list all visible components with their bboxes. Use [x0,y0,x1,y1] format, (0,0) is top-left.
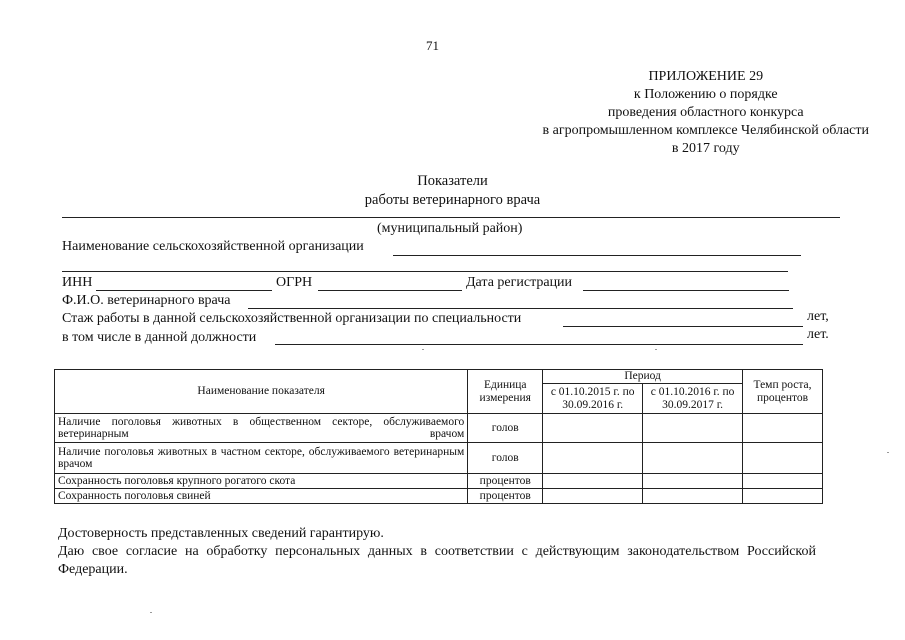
org-label: Наименование сельскохозяйственной организации [62,239,364,254]
org-field-line-2[interactable] [62,271,788,272]
table-row [55,489,823,504]
fio-field-line[interactable] [248,308,793,309]
row-name: Сохранность поголовья свиней [55,489,468,504]
consent-statement: Даю свое согласие на обработку персональных данных в соответствии с действующим законодательством Российской Федерации. [58,544,816,577]
appendix-line: к Положению о порядке [633,87,778,102]
table-row [55,443,823,474]
guarantee-statement: Достоверность представленных сведений гарантирую. [58,526,384,541]
col-period2-header: с 01.10.2016 г. по 30.09.2017 г. [643,384,743,414]
row-period2-cell[interactable] [643,414,743,443]
inn-field-line[interactable] [96,290,272,291]
row-name: Сохранность поголовья крупного рогатого скота [55,474,468,489]
position-unit: лет. [807,327,829,342]
table-row [55,414,823,443]
row-growth-cell[interactable] [743,414,823,443]
org-field-line[interactable] [393,255,801,256]
appendix-header [543,68,869,158]
document-title [0,172,905,210]
scan-speck [422,349,424,350]
row-period1-cell[interactable] [543,414,643,443]
ogrn-label: ОГРН [276,275,313,290]
title-line: Показатели [417,173,488,189]
position-label: в том числе в данной должности [62,330,257,345]
district-field-line[interactable] [62,217,840,218]
row-period2-cell[interactable] [643,489,743,504]
row-unit: голов [468,414,543,443]
inn-label: ИНН [62,275,93,290]
scan-speck [887,452,889,453]
row-unit: процентов [468,474,543,489]
row-unit: голов [468,443,543,474]
col-growth-header: Темп роста, процентов [743,370,823,414]
col-period1-header: с 01.10.2015 г. по 30.09.2016 г. [543,384,643,414]
col-period-header: Период [543,370,743,384]
title-line: работы ветеринарного врача [364,192,541,208]
col-unit-header: Единица измерения [468,370,543,414]
row-name: Наличие поголовья животных в частном секторе, обслуживаемого ветеринарным врачом [55,443,468,474]
row-period1-cell[interactable] [543,474,643,489]
row-period1-cell[interactable] [543,443,643,474]
page-number: 71 [426,38,439,53]
row-period2-cell[interactable] [643,474,743,489]
row-growth-cell[interactable] [743,474,823,489]
position-field-line[interactable] [275,344,803,345]
col-name-header: Наименование показателя [55,370,468,414]
row-period1-cell[interactable] [543,489,643,504]
row-growth-cell[interactable] [743,443,823,474]
table-header-row [55,370,823,384]
appendix-line: проведения областного конкурса [607,105,804,120]
district-caption: (муниципальный район) [377,221,523,236]
reg-date-label: Дата регистрации [466,275,573,290]
appendix-line: в агропромышленном комплексе Челябинской области [542,123,869,138]
row-period2-cell[interactable] [643,443,743,474]
table-row [55,474,823,489]
row-growth-cell[interactable] [743,489,823,504]
indicators-table [54,369,823,504]
scan-speck [150,612,152,613]
ogrn-field-line[interactable] [318,290,462,291]
appendix-line: в 2017 году [671,141,740,156]
appendix-title: ПРИЛОЖЕНИЕ 29 [648,69,764,84]
row-unit: процентов [468,489,543,504]
experience-unit: лет, [807,309,829,324]
row-name: Наличие поголовья животных в общественном секторе, обслуживаемого ветеринарным врачом [55,414,468,443]
experience-field-line[interactable] [563,326,803,327]
fio-label: Ф.И.О. ветеринарного врача [62,293,231,308]
scan-speck [655,349,657,350]
experience-label: Стаж работы в данной сельскохозяйственной организации по специальности [62,311,522,326]
reg-date-field-line[interactable] [583,290,789,291]
